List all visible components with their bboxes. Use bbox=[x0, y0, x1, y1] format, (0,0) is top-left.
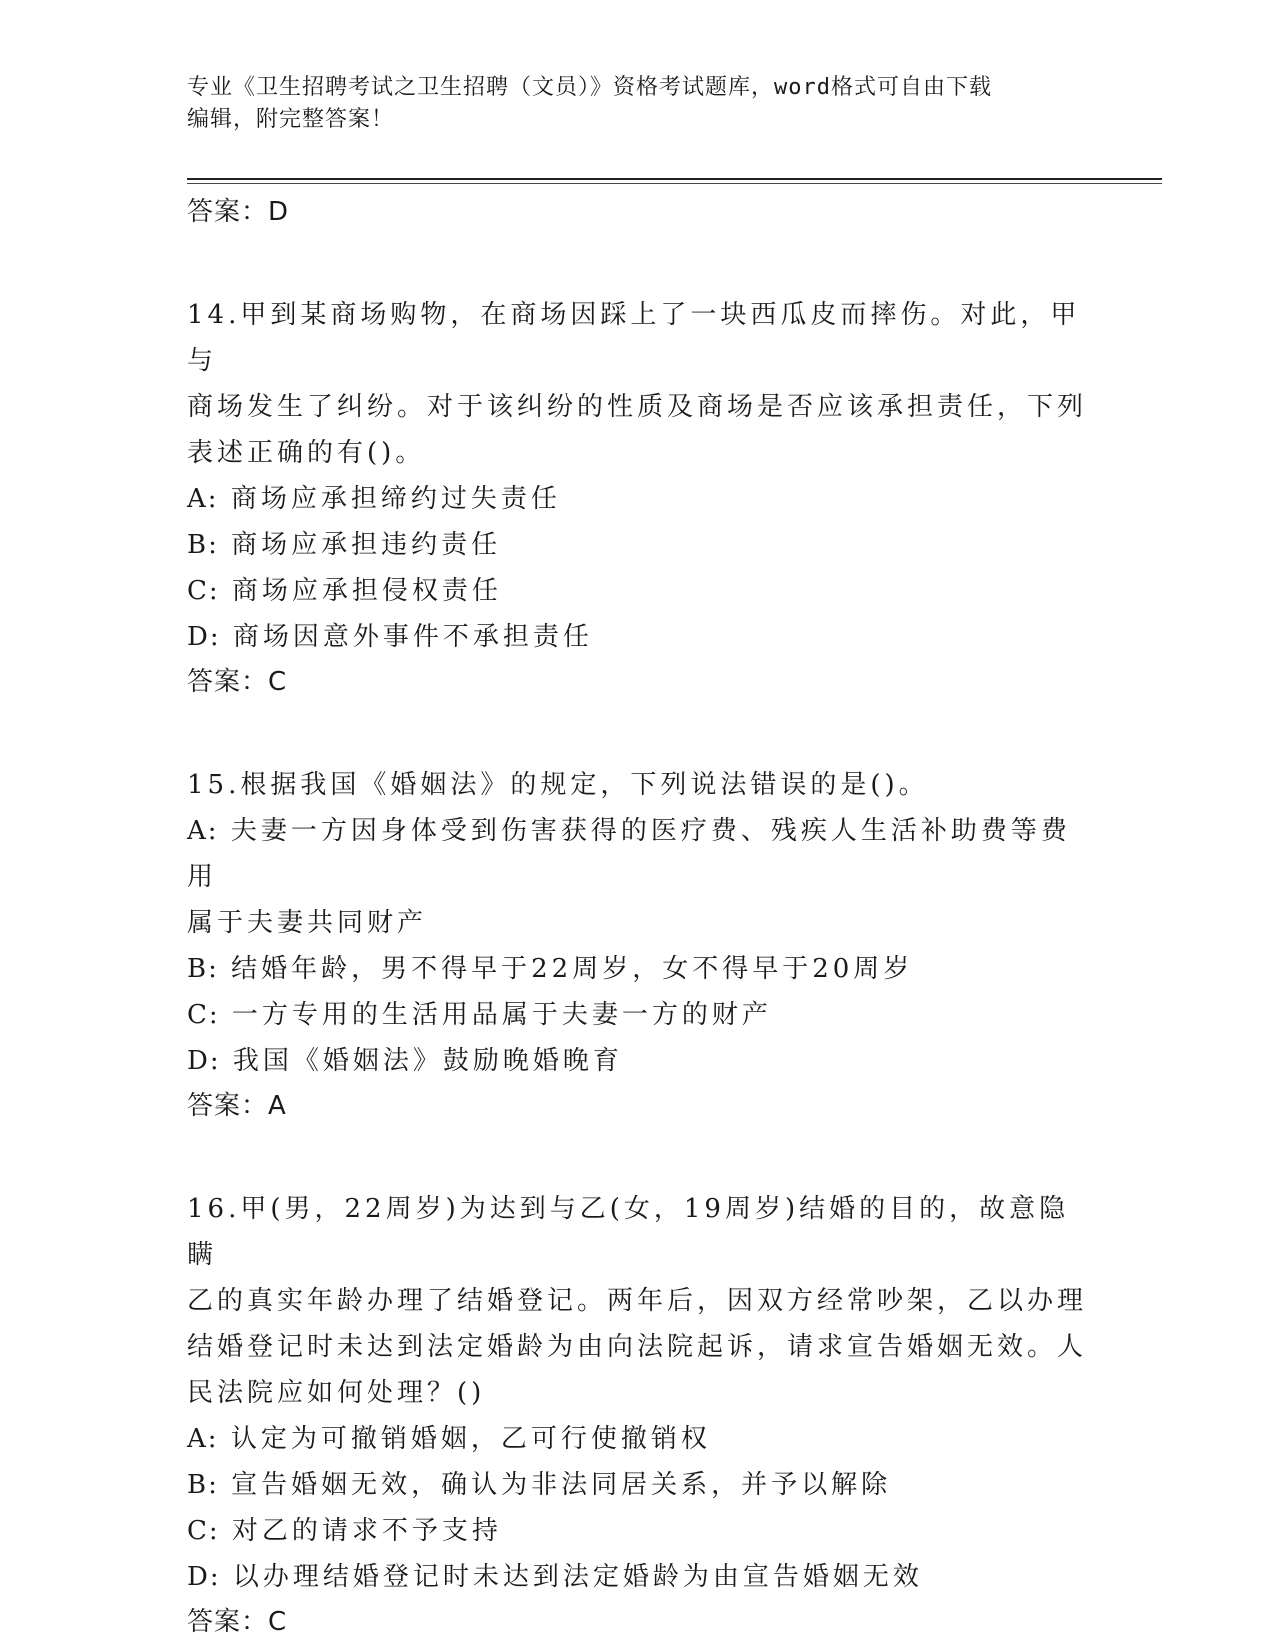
question-stem-line: 15.根据我国《婚姻法》的规定，下列说法错误的是()。 bbox=[187, 770, 929, 800]
option-key: B: bbox=[187, 1470, 219, 1500]
option-text: 一方专用的生活用品属于夫妻一方的财产 bbox=[231, 1000, 772, 1030]
option-key: C: bbox=[187, 1000, 220, 1030]
option-text: 宣告婚姻无效，确认为非法同居关系，并予以解除 bbox=[231, 1470, 892, 1500]
question-stem-line: 民法院应如何处理？() bbox=[187, 1378, 486, 1408]
question-answer bbox=[187, 660, 1162, 704]
question-stem-line: 14.甲到某商场购物，在商场因踩上了一块西瓜皮而摔伤。对此，甲与 bbox=[187, 300, 1081, 376]
option-key: C: bbox=[187, 1516, 220, 1546]
option-key: D: bbox=[187, 1562, 221, 1592]
option-text: 商场因意外事件不承担责任 bbox=[232, 622, 593, 652]
question-answer bbox=[187, 1600, 1162, 1644]
option-d bbox=[187, 1038, 1087, 1084]
option-text: 商场应承担缔约过失责任 bbox=[230, 484, 561, 514]
answer-label: 答案： bbox=[187, 667, 269, 697]
option-key: A: bbox=[187, 1424, 219, 1454]
answer-value: D bbox=[268, 197, 290, 227]
option-text: 商场应承担侵权责任 bbox=[231, 576, 502, 606]
option-text: 认定为可撤销婚姻，乙可行使撤销权 bbox=[230, 1424, 711, 1454]
option-text: 以办理结婚登记时未达到法定婚龄为由宣告婚姻无效 bbox=[232, 1562, 923, 1592]
question-answer bbox=[187, 1084, 1162, 1128]
answer-value: C bbox=[268, 667, 288, 697]
option-d bbox=[187, 1554, 1087, 1600]
option-text: 我国《婚姻法》鼓励晚婚晚育 bbox=[232, 1046, 623, 1076]
page-header bbox=[187, 72, 1087, 136]
answer-value: C bbox=[268, 1607, 288, 1637]
option-b bbox=[187, 1462, 1087, 1508]
question-stem-line: 16.甲(男，22周岁)为达到与乙(女，19周岁)结婚的目的，故意隐瞒 bbox=[187, 1194, 1070, 1270]
option-text: 商场应承担违约责任 bbox=[231, 530, 502, 560]
question-stem-line: 表述正确的有()。 bbox=[187, 438, 426, 468]
header-line-2: 编辑，附完整答案！ bbox=[187, 107, 395, 132]
question-16 bbox=[187, 1186, 1162, 1644]
answer-label: 答案： bbox=[187, 1091, 269, 1121]
option-c bbox=[187, 1508, 1087, 1554]
option-d bbox=[187, 614, 1087, 660]
option-b bbox=[187, 946, 1087, 992]
option-a bbox=[187, 808, 1087, 900]
header-divider-thick bbox=[187, 178, 1162, 180]
option-key: A: bbox=[187, 816, 219, 846]
option-text: 对乙的请求不予支持 bbox=[231, 1516, 502, 1546]
answer-value: A bbox=[268, 1091, 287, 1121]
option-key: B: bbox=[187, 530, 219, 560]
question-stem-line: 乙的真实年龄办理了结婚登记。两年后，因双方经常吵架，乙以办理 bbox=[187, 1286, 1088, 1316]
option-text: 夫妻一方因身体受到伤害获得的医疗费、残疾人生活补助费等费用 bbox=[187, 816, 1071, 892]
option-text: 结婚年龄，男不得早于22周岁，女不得早于20周岁 bbox=[231, 954, 914, 984]
option-key: D: bbox=[187, 622, 221, 652]
question-15 bbox=[187, 762, 1162, 1128]
option-b bbox=[187, 522, 1087, 568]
answer-label: 答案： bbox=[187, 1607, 269, 1637]
answer-label: 答案： bbox=[187, 197, 269, 227]
option-key: B: bbox=[187, 954, 219, 984]
question-stem-line: 商场发生了纠纷。对于该纠纷的性质及商场是否应该承担责任，下列 bbox=[187, 392, 1088, 422]
question-list bbox=[187, 190, 1162, 1644]
option-c bbox=[187, 568, 1087, 614]
previous-answer bbox=[187, 190, 1162, 234]
question-stem-line: 结婚登记时未达到法定婚龄为由向法院起诉，请求宣告婚姻无效。人 bbox=[187, 1332, 1088, 1362]
option-key: D: bbox=[187, 1046, 221, 1076]
option-c bbox=[187, 992, 1087, 1038]
header-divider-thin bbox=[187, 183, 1162, 184]
option-key: A: bbox=[187, 484, 219, 514]
question-14 bbox=[187, 292, 1162, 704]
option-key: C: bbox=[187, 576, 220, 606]
option-a bbox=[187, 1416, 1087, 1462]
header-line-1: 专业《卫生招聘考试之卫生招聘（文员）》资格考试题库，word格式可自由下载 bbox=[187, 75, 992, 100]
option-a-continued: 属于夫妻共同财产 bbox=[187, 908, 428, 938]
option-a bbox=[187, 476, 1087, 522]
